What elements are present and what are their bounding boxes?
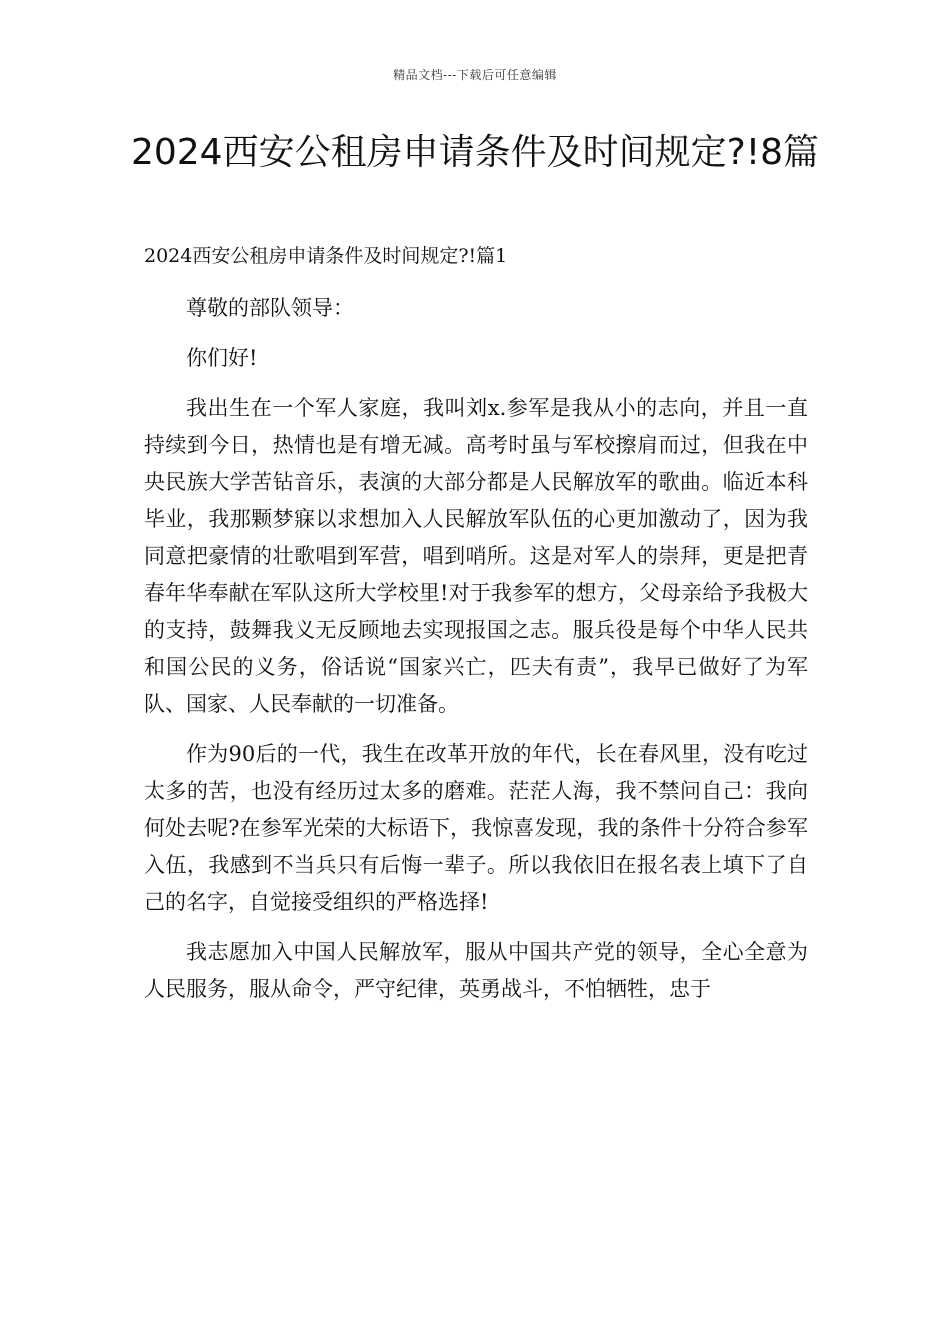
document-body [144, 238, 808, 1021]
paragraph-body-1: 我出生在一个军人家庭，我叫刘x.参军是我从小的志向，并且一直持续到今日，热情也是有增无减。高考时虽与军校擦肩而过，但我在中央民族大学苦钻音乐，表演的大部分都是人民解放军的歌曲。临近本科毕业，我那颗梦寐以求想加入人民解放军队伍的心更加激动了，因为我同意把豪情的壮歌唱到军营，唱到哨所。这是对军人的崇拜，更是把青春年华奉献在军队这所大学校里!对于我参军的想方，父母亲给予我极大的支持，鼓舞我义无反顾地去实现报国之志。服兵役是每个中华人民共和国公民的义务，俗话说“国家兴亡，匹夫有责”，我早已做好了为军队、国家、人民奉献的一切准备。 [144, 396, 808, 716]
paragraph-body-2: 作为90后的一代，我生在改革开放的年代，长在春风里，没有吃过太多的苦，也没有经历过太多的磨难。茫茫人海，我不禁问自己：我向何处去呢?在参军光荣的大标语下，我惊喜发现，我的条件十分符合参军入伍，我感到不当兵只有后悔一辈子。所以我依旧在报名表上填下了自己的名字，自觉接受组织的严格选择! [144, 742, 808, 914]
header-note: 精品文档---下载后可任意编辑 [393, 68, 557, 82]
paragraph-salutation: 尊敬的部队领导： [186, 296, 354, 320]
document-title: 2024西安公租房申请条件及时间规定?!8篇 [130, 132, 820, 173]
section-subtitle: 2024西安公租房申请条件及时间规定?!篇1 [144, 245, 508, 267]
paragraph-greeting: 你们好! [186, 346, 258, 370]
paragraph-body-3: 我志愿加入中国人民解放军，服从中国共产党的领导，全心全意为人民服务，服从命令，严守纪律，英勇战斗，不怕牺牲，忠于 [144, 940, 808, 1001]
